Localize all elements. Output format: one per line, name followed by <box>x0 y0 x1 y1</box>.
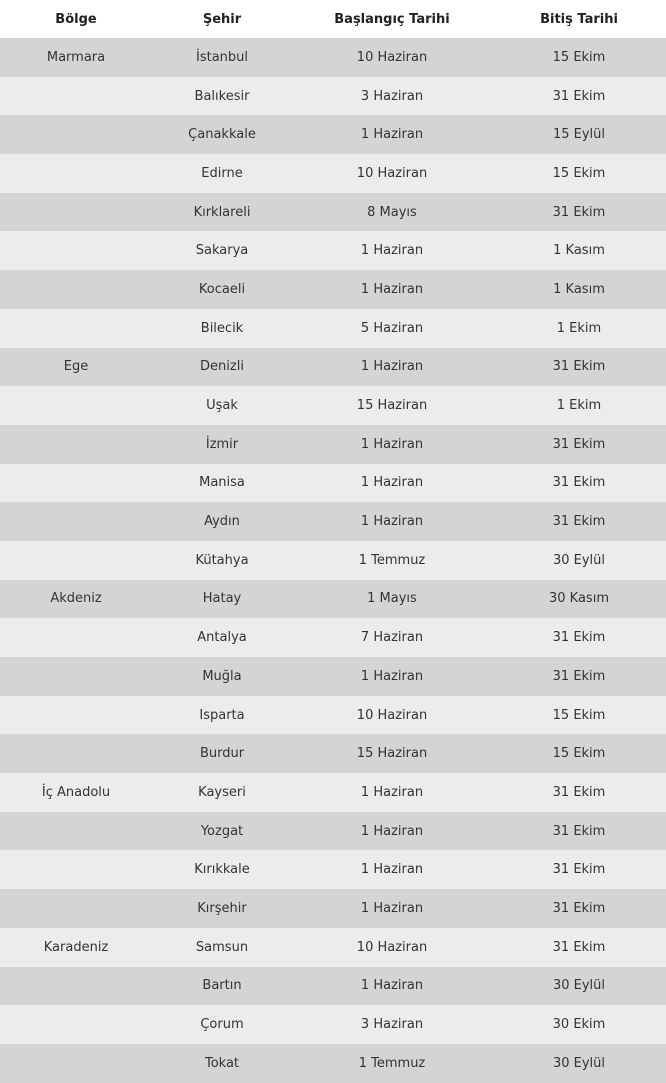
cell-start-date: 3 Haziran <box>360 1017 424 1033</box>
cell-region <box>0 889 152 928</box>
cell-start-date: 1 Mayıs <box>367 591 417 607</box>
cell-end-date: 15 Ekim <box>552 165 606 181</box>
cell-start-date: 1 Haziran <box>360 436 424 452</box>
table-header <box>0 0 666 38</box>
cell-start-date: 1 Haziran <box>360 127 424 143</box>
table-row <box>0 657 666 696</box>
table-row <box>0 270 666 309</box>
cell-start-date: 10 Haziran <box>356 939 428 955</box>
cell-end-date: 31 Ekim <box>552 88 606 104</box>
cell-region: İç Anadolu <box>41 784 111 800</box>
table-row <box>0 231 666 270</box>
table-row <box>0 618 666 657</box>
cell-region <box>0 193 152 232</box>
table-row <box>0 889 666 928</box>
cell-start-date: 1 Haziran <box>360 900 424 916</box>
cell-city: Kırşehir <box>197 900 247 916</box>
table-row <box>0 115 666 154</box>
header-row <box>0 0 666 38</box>
table-row <box>0 386 666 425</box>
table-body <box>0 38 666 1083</box>
cell-city: Çorum <box>200 1017 244 1033</box>
cell-city: İzmir <box>205 436 239 452</box>
cell-start-date: 10 Haziran <box>356 707 428 723</box>
cell-region: Akdeniz <box>50 591 102 607</box>
cell-start-date: 1 Temmuz <box>358 552 426 568</box>
cell-start-date: 10 Haziran <box>356 165 428 181</box>
cell-city: Kırıkkale <box>194 862 250 878</box>
table-row <box>0 773 666 812</box>
cell-start-date: 10 Haziran <box>356 49 428 65</box>
table-row <box>0 502 666 541</box>
cell-city: İstanbul <box>195 49 248 65</box>
cell-end-date: 31 Ekim <box>552 630 606 646</box>
cell-start-date: 15 Haziran <box>356 746 428 762</box>
table-row <box>0 967 666 1006</box>
cell-region <box>0 696 152 735</box>
cell-end-date: 31 Ekim <box>552 514 606 530</box>
cell-start-date: 1 Haziran <box>360 862 424 878</box>
table-row <box>0 193 666 232</box>
cell-end-date: 15 Ekim <box>552 49 606 65</box>
cell-end-date: 31 Ekim <box>552 939 606 955</box>
table-row <box>0 850 666 889</box>
cell-region <box>0 657 152 696</box>
cell-start-date: 1 Haziran <box>360 514 424 530</box>
cell-start-date: 1 Haziran <box>360 359 424 375</box>
table-row <box>0 38 666 77</box>
cell-end-date: 1 Ekim <box>556 398 602 414</box>
table-row <box>0 812 666 851</box>
table-row <box>0 541 666 580</box>
cell-city: Aydın <box>204 514 240 530</box>
cell-region <box>0 812 152 851</box>
cell-region <box>0 1044 152 1083</box>
cell-end-date: 30 Eylül <box>552 978 606 994</box>
cell-end-date: 31 Ekim <box>552 359 606 375</box>
cell-region <box>0 309 152 348</box>
cell-city: Bilecik <box>200 320 244 336</box>
cell-city: Kayseri <box>198 784 246 800</box>
cell-region <box>0 386 152 425</box>
cell-end-date: 1 Ekim <box>556 320 602 336</box>
table-row <box>0 928 666 967</box>
cell-city: Samsun <box>195 939 249 955</box>
cell-region <box>0 967 152 1006</box>
table-row <box>0 696 666 735</box>
cell-start-date: 8 Mayıs <box>367 204 417 220</box>
cell-city: Muğla <box>202 668 242 684</box>
table-row <box>0 734 666 773</box>
cell-end-date: 31 Ekim <box>552 668 606 684</box>
table-row <box>0 1044 666 1083</box>
cell-end-date: 1 Kasım <box>553 243 605 259</box>
cell-city: Balıkesir <box>194 88 250 104</box>
cell-start-date: 15 Haziran <box>356 398 428 414</box>
cell-region <box>0 231 152 270</box>
cell-city: Denizli <box>200 359 244 375</box>
cell-city: Kocaeli <box>198 281 246 297</box>
cell-city: Isparta <box>199 707 245 723</box>
table-row <box>0 309 666 348</box>
cell-region <box>0 115 152 154</box>
header-city: Şehir <box>152 0 292 38</box>
cell-end-date: 31 Ekim <box>552 862 606 878</box>
table-row <box>0 348 666 387</box>
cell-region <box>0 734 152 773</box>
cell-city: Uşak <box>206 398 238 414</box>
cell-end-date: 30 Eylül <box>552 1055 606 1071</box>
table-row <box>0 77 666 116</box>
cell-region <box>0 464 152 503</box>
cell-region: Marmara <box>46 49 106 65</box>
cell-city: Kütahya <box>195 552 249 568</box>
cell-region <box>0 850 152 889</box>
cell-end-date: 31 Ekim <box>552 204 606 220</box>
cell-end-date: 31 Ekim <box>552 784 606 800</box>
cell-region <box>0 270 152 309</box>
cell-start-date: 1 Temmuz <box>358 1055 426 1071</box>
cell-region <box>0 618 152 657</box>
cell-end-date: 30 Ekim <box>552 1017 606 1033</box>
cell-end-date: 30 Kasım <box>549 591 609 607</box>
cell-start-date: 1 Haziran <box>360 281 424 297</box>
cell-region: Ege <box>63 359 89 375</box>
header-end-date: Bitiş Tarihi <box>492 0 666 38</box>
cell-region <box>0 502 152 541</box>
cell-start-date: 5 Haziran <box>360 320 424 336</box>
cell-city: Bartın <box>202 978 242 994</box>
cell-end-date: 15 Ekim <box>552 746 606 762</box>
cell-city: Çanakkale <box>188 127 256 143</box>
cell-city: Yozgat <box>200 823 244 839</box>
cell-region <box>0 1005 152 1044</box>
table-row <box>0 425 666 464</box>
cell-end-date: 31 Ekim <box>552 823 606 839</box>
cell-start-date: 1 Haziran <box>360 475 424 491</box>
cell-start-date: 1 Haziran <box>360 784 424 800</box>
cell-end-date: 31 Ekim <box>552 436 606 452</box>
cell-city: Edirne <box>201 165 243 181</box>
cell-city: Burdur <box>199 746 245 762</box>
cell-region <box>0 154 152 193</box>
cell-start-date: 1 Haziran <box>360 243 424 259</box>
cell-end-date: 30 Eylül <box>552 552 606 568</box>
table-row <box>0 1005 666 1044</box>
table-row <box>0 464 666 503</box>
cell-region: Karadeniz <box>43 939 109 955</box>
cell-region <box>0 425 152 464</box>
cell-end-date: 31 Ekim <box>552 900 606 916</box>
cell-start-date: 7 Haziran <box>360 630 424 646</box>
cell-region <box>0 541 152 580</box>
cell-city: Tokat <box>204 1055 240 1071</box>
cell-city: Manisa <box>199 475 245 491</box>
cell-start-date: 1 Haziran <box>360 823 424 839</box>
cell-start-date: 3 Haziran <box>360 88 424 104</box>
cell-city: Hatay <box>202 591 242 607</box>
cell-city: Kırklareli <box>193 204 251 220</box>
table-row <box>0 580 666 619</box>
table-row <box>0 154 666 193</box>
header-start-date: Başlangıç Tarihi <box>292 0 492 38</box>
cell-city: Antalya <box>197 630 247 646</box>
cell-start-date: 1 Haziran <box>360 668 424 684</box>
cell-end-date: 31 Ekim <box>552 475 606 491</box>
cell-end-date: 15 Eylül <box>552 127 606 143</box>
cell-end-date: 1 Kasım <box>553 281 605 297</box>
cell-region <box>0 77 152 116</box>
cell-start-date: 1 Haziran <box>360 978 424 994</box>
cell-city: Sakarya <box>195 243 249 259</box>
cell-end-date: 15 Ekim <box>552 707 606 723</box>
header-region: Bölge <box>0 0 152 38</box>
